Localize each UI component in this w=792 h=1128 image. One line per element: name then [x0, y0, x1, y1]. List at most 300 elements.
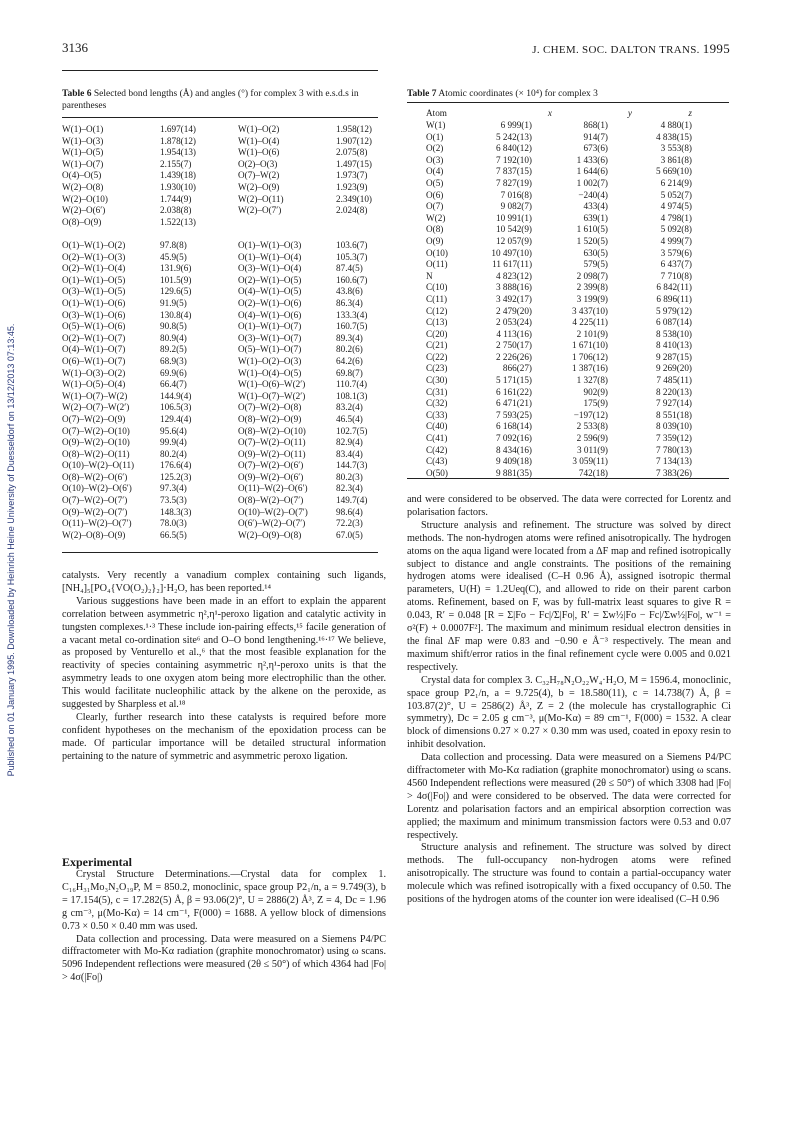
- table-cell: 5 979(12): [656, 305, 692, 316]
- table-cell: C(43): [426, 456, 448, 467]
- table-row: [62, 159, 396, 171]
- column-header: x: [547, 108, 552, 118]
- column-header: z: [688, 108, 692, 118]
- table-cell: O(4)–O(5): [62, 170, 102, 181]
- table-cell: 6 214(9): [660, 177, 692, 188]
- table6-header-rule: [62, 117, 378, 118]
- table-cell: 8 220(13): [656, 386, 692, 397]
- table-cell: C(33): [426, 409, 448, 420]
- table-cell: 4 798(1): [660, 212, 692, 223]
- table-cell: 914(7): [583, 131, 608, 142]
- table-cell: 2.155(7): [160, 158, 192, 169]
- table-cell: O(7): [426, 201, 444, 212]
- column-header: Atom: [426, 108, 447, 118]
- download-notice: [4, 230, 18, 870]
- table-cell: 2 053(24): [496, 317, 532, 328]
- table-row: [62, 298, 396, 310]
- table-cell: C(41): [426, 433, 448, 444]
- table-cell: 4 838(15): [656, 131, 692, 142]
- table-cell: 67.0(5): [336, 529, 363, 540]
- table-row: [62, 275, 396, 287]
- table-cell: 8 551(18): [656, 409, 692, 420]
- table-cell: 6 087(14): [656, 317, 692, 328]
- table-cell: 80.2(3): [336, 471, 363, 482]
- table-cell: O(8)–W(2)–O(9): [238, 413, 302, 424]
- table7-top-rule: [407, 102, 729, 103]
- table-cell: 2.038(8): [160, 205, 192, 216]
- table-cell: 125.2(3): [160, 471, 192, 482]
- table-cell: 3 059(11): [572, 456, 608, 467]
- table-row: [426, 224, 692, 236]
- table-row: [62, 147, 396, 159]
- table-cell: 133.3(4): [336, 309, 368, 320]
- table-cell: 1.973(7): [336, 170, 368, 181]
- table-cell: O(1): [426, 131, 444, 142]
- table-row: [62, 460, 396, 472]
- table-cell: O(5): [426, 177, 444, 188]
- table-cell: O(3)–W(1)–O(6): [62, 309, 126, 320]
- table-row: [426, 375, 692, 387]
- download-notice-text: Published on 01 January 1995. Downloaded by Heinrich Heine University of Duesseldorf on 13/12/2013 07:13:45.: [6, 323, 16, 777]
- paragraph-catalysts: catalysts. Very recently a vanadium complex containing such ligands, [NH₄]₅[PO₄{VO(O₂)₂}₂]·H₂O, has been reported.¹⁴: [62, 570, 386, 594]
- table-cell: 7 780(13): [656, 444, 692, 455]
- table-cell: 2 098(7): [576, 270, 608, 281]
- table-cell: 8 410(13): [656, 340, 692, 351]
- table-cell: 130.8(4): [160, 309, 192, 320]
- table-row: [426, 410, 692, 422]
- table-cell: O(8)–W(2)–O(11): [62, 448, 130, 459]
- table-cell: O(4)–W(1)–O(5): [238, 286, 302, 297]
- table-cell: O(1)–W(1)–O(6): [62, 297, 126, 308]
- table-row: [62, 472, 396, 484]
- table-cell: W(2): [426, 212, 446, 223]
- table-cell: C(13): [426, 317, 448, 328]
- table-cell: 7 092(16): [496, 433, 532, 444]
- paragraph-data-collection-3: Data collection and processing. Data were measured on a Siemens P4/PC diffractometer with Mo-Kα radiation (graphite monochromator) using ω scans. 4560 Independent reflections were measured (2θ ≤ 50°) of which 3308 had |Fo| > 4σ(|Fo|) and were considered to be observed. The data were corrected for Lorentz and polarisation factors and an empirical absorption correction was applied; the maximum and minimum transmission factors were 0.53 and 0.07 respectively.: [407, 752, 731, 841]
- table-cell: 87.4(5): [336, 263, 363, 274]
- table-cell: C(32): [426, 398, 448, 409]
- table-row: [62, 507, 396, 519]
- table-row: [426, 352, 692, 364]
- table-row: [62, 252, 396, 264]
- table-cell: 95.6(4): [160, 425, 187, 436]
- table7-bottom-rule: [407, 478, 729, 479]
- table-cell: 5 171(15): [496, 375, 532, 386]
- table-cell: 91.9(5): [160, 297, 187, 308]
- table-row: [426, 213, 692, 225]
- table-cell: O(10)–W(2)–O(6′): [62, 483, 132, 494]
- table-cell: 1 671(10): [572, 340, 608, 351]
- table-row: [62, 449, 396, 461]
- table-cell: O(7)–W(2)–O(8): [238, 402, 302, 413]
- table-row: [426, 259, 692, 271]
- table-cell: O(2)–W(1)–O(3): [62, 251, 126, 262]
- table-cell: W(1)–O(1): [62, 124, 104, 134]
- table6-caption-text: Selected bond lengths (Å) and angles (°) for complex 3 with e.s.d.s in parentheses: [62, 89, 359, 111]
- table-cell: 6 840(12): [496, 143, 532, 154]
- table-row: [426, 398, 692, 410]
- table-row: [62, 286, 396, 298]
- table-cell: 82.9(4): [336, 437, 363, 448]
- table-cell: 66.5(5): [160, 529, 187, 540]
- table-cell: O(4)–W(1)–O(6): [238, 309, 302, 320]
- table-cell: O(50): [426, 467, 448, 478]
- paragraph-data-collection-1: Data collection and processing. Data were measured on a Siemens P4/PC diffractometer with Mo-Kα radiation (graphite monochromator) using ω scans. 5096 Independent reflections were measured (2θ ≤ 50°) of which 4364 had |Fo| > 4σ(|Fo|): [62, 933, 386, 984]
- table-row: [62, 495, 396, 507]
- table-cell: 2 101(9): [576, 328, 608, 339]
- table-cell: 4 880(1): [660, 120, 692, 130]
- table-cell: O(11)–W(2)–O(7′): [62, 518, 132, 529]
- table-cell: 102.7(5): [336, 425, 368, 436]
- table6-caption: [62, 88, 382, 112]
- table-cell: W(2)–O(11): [238, 193, 284, 204]
- table-cell: 3 579(6): [660, 247, 692, 258]
- table-row: [426, 201, 692, 213]
- table-row: [62, 182, 396, 194]
- paragraph-further-research: Clearly, further research into these catalysts is required before more confident hypotheses on the mechanism of the epoxidation process can be made. Of particular importance will be detailed structural information pertaining to the nature of symmetric and asymmetric peroxo ligation.: [62, 711, 386, 762]
- table-cell: 129.6(5): [160, 286, 192, 297]
- table-cell: W(1)–O(7)–W(2): [62, 390, 128, 401]
- table-row: [426, 143, 692, 155]
- table-cell: O(7)–W(2)–O(9): [62, 413, 126, 424]
- table-row: [426, 445, 692, 457]
- table-cell: 144.9(4): [160, 390, 192, 401]
- table-cell: O(8)–W(2)–O(10): [238, 425, 306, 436]
- table-cell: O(8)–O(9): [62, 216, 102, 227]
- table-cell: O(3): [426, 154, 444, 165]
- table-row: [426, 387, 692, 399]
- table-cell: C(21): [426, 340, 448, 351]
- table-cell: W(2)–O(9): [238, 181, 280, 192]
- table-cell: 1.878(12): [160, 135, 196, 146]
- table-cell: 80.9(4): [160, 332, 187, 343]
- table-cell: C(10): [426, 282, 448, 293]
- table-row: [62, 426, 396, 438]
- table-cell: O(2)–W(1)–O(6): [238, 297, 302, 308]
- table-cell: W(2)–O(8)–O(9): [62, 529, 126, 540]
- table-cell: 105.3(7): [336, 251, 368, 262]
- table-cell: 902(9): [583, 386, 608, 397]
- table-cell: W(2)–O(6′): [62, 205, 106, 216]
- table-cell: C(20): [426, 328, 448, 339]
- table-cell: [336, 217, 396, 229]
- table-cell: 1 387(16): [572, 363, 608, 374]
- table-row: [62, 344, 396, 356]
- table-cell: 8 434(16): [496, 444, 532, 455]
- table-cell: 1 610(5): [576, 224, 608, 235]
- paragraph-observed: and were considered to be observed. The data were corrected for Lorentz and polarisation factors.: [407, 494, 731, 518]
- table-cell: O(4)–W(1)–O(7): [62, 344, 126, 355]
- table-cell: 144.7(3): [336, 460, 368, 471]
- table-cell: 7 134(13): [656, 456, 692, 467]
- table-cell: C(23): [426, 363, 448, 374]
- table-cell: O(2): [426, 143, 444, 154]
- table-row: [426, 155, 692, 167]
- table-cell: O(3)–W(1)–O(7): [238, 332, 302, 343]
- table-cell: 1.497(15): [336, 158, 372, 169]
- table7-caption-text: Atomic coordinates (× 10⁴) for complex 3: [438, 89, 598, 99]
- table-cell: 8 039(10): [656, 421, 692, 432]
- table-cell: W(2)–O(7′): [238, 205, 282, 216]
- table-cell: W(1)–O(5)–O(4): [62, 379, 126, 390]
- table-cell: 9 409(18): [496, 456, 532, 467]
- table-cell: W(2)–O(7)–W(2′): [62, 402, 130, 413]
- table-row: [426, 433, 692, 445]
- table-cell: 1.522(13): [160, 216, 196, 227]
- table-cell: O(7)–W(2)–O(6′): [238, 460, 304, 471]
- table-cell: 1.439(18): [160, 170, 196, 181]
- table-row: [426, 178, 692, 190]
- table-cell: 433(4): [583, 201, 608, 212]
- table-cell: 80.2(6): [336, 344, 363, 355]
- table-cell: W(1)–O(7)–W(2′): [238, 390, 306, 401]
- table-row: [426, 271, 692, 283]
- table-cell: 3 437(10): [572, 305, 608, 316]
- table-cell: 89.3(4): [336, 332, 363, 343]
- table-cell: 97.3(4): [160, 483, 187, 494]
- left-column-text: [62, 570, 386, 764]
- table-cell: W(1)–O(2): [238, 124, 280, 134]
- table-cell: 9 269(20): [656, 363, 692, 374]
- table-cell: 6 168(14): [496, 421, 532, 432]
- table-cell: 868(1): [583, 120, 608, 130]
- table-row: [426, 294, 692, 306]
- table-cell: 11 617(11): [492, 259, 532, 270]
- table-cell: O(1)–W(1)–O(4): [238, 251, 302, 262]
- table-row: [426, 317, 692, 329]
- table-cell: N: [426, 270, 433, 281]
- table-row: [62, 437, 396, 449]
- table-cell: 12 057(9): [496, 235, 532, 246]
- experimental-text: [62, 869, 386, 985]
- table-cell: W(1)–O(6): [238, 147, 280, 158]
- table-row: [62, 356, 396, 368]
- table-cell: O(5)–W(1)–O(6): [62, 321, 126, 332]
- table-row: [62, 530, 396, 542]
- table-cell: 673(6): [583, 143, 608, 154]
- table-row: [426, 120, 692, 132]
- table-cell: 2 226(26): [496, 351, 532, 362]
- table-cell: 3 011(9): [576, 444, 608, 455]
- table-cell: 7 837(15): [496, 166, 532, 177]
- right-column-text: [407, 494, 731, 907]
- paragraph-crystal-data-1: Crystal Structure Determinations.—Crystal data for complex 1. C₁₆H₃₁Mo₃N₂O₁₉P, M = 850.2, monoclinic, space group P2₁/n, a = 9.749(3), b = 17.154(5), c = 17.282(5) Å, β = 93.06(2)°, U = 2886(2) Å³, Z = 4, Dc = 1.96 g cm⁻³, μ(Mo-Kα) = 14 cm⁻¹, F(000) = 1688. A yellow block of dimensions 0.73 × 0.50 × 0.40 mm was used.: [62, 869, 386, 932]
- table-cell: 103.6(7): [336, 240, 368, 250]
- table-cell: 83.2(4): [336, 402, 363, 413]
- table-cell: O(8)–W(2)–O(7′): [238, 495, 304, 506]
- table-cell: O(6): [426, 189, 444, 200]
- table-cell: 68.9(3): [160, 355, 187, 366]
- table-row: [426, 132, 692, 144]
- table-cell: 5 669(10): [656, 166, 692, 177]
- table-row: [62, 310, 396, 322]
- table-cell: O(2)–W(1)–O(5): [238, 274, 302, 285]
- table-cell: 83.4(4): [336, 448, 363, 459]
- table-cell: C(22): [426, 351, 448, 362]
- table-cell: O(11)–W(2)–O(6′): [238, 483, 308, 494]
- table-cell: 5 052(7): [660, 189, 692, 200]
- table-cell: 80.2(4): [160, 448, 187, 459]
- table-row: [62, 124, 396, 136]
- table-cell: 86.3(4): [336, 297, 363, 308]
- table-cell: C(12): [426, 305, 448, 316]
- table-cell: W(2)–O(9)–O(8): [238, 529, 302, 540]
- table-cell: 3 861(8): [660, 154, 692, 165]
- table-row: [62, 414, 396, 426]
- table-cell: 176.6(4): [160, 460, 192, 471]
- table-cell: O(2)–W(1)–O(7): [62, 332, 126, 343]
- table-cell: O(11): [426, 259, 448, 270]
- table-cell: 2.349(10): [336, 193, 372, 204]
- table-cell: 7 827(19): [496, 177, 532, 188]
- table-row: [62, 205, 396, 217]
- journal-name: J. CHEM. SOC. DALTON TRANS.: [532, 44, 700, 56]
- table-cell: O(4): [426, 166, 444, 177]
- table-cell: 175(9): [583, 398, 608, 409]
- table-cell: O(10)–W(2)–O(11): [62, 460, 135, 471]
- table6-bond-lengths: [62, 124, 396, 228]
- table-cell: W(1)–O(6)–W(2′): [238, 379, 306, 390]
- table6-bond-angles: [62, 240, 396, 541]
- table-cell: C(40): [426, 421, 448, 432]
- column-header: y: [627, 108, 632, 118]
- page-number: 3136: [62, 40, 88, 55]
- table-cell: 160.6(7): [336, 274, 368, 285]
- table-cell: O(10): [426, 247, 448, 258]
- table-cell: 742(18): [578, 467, 608, 478]
- table-row: [62, 368, 396, 380]
- table-cell: 45.9(5): [160, 251, 187, 262]
- table-row: [62, 263, 396, 275]
- table-row: [426, 421, 692, 433]
- table-row: [62, 402, 396, 414]
- table-cell: 4 823(12): [496, 270, 532, 281]
- table-cell: 6 842(11): [656, 282, 692, 293]
- table-cell: O(3)–W(1)–O(5): [62, 286, 126, 297]
- table-cell: 866(27): [502, 363, 532, 374]
- table-cell: 9 881(35): [496, 467, 532, 478]
- table-cell: 73.5(3): [160, 495, 187, 506]
- table-cell: O(9)–W(2)–O(11): [238, 448, 306, 459]
- table-row: [62, 518, 396, 530]
- table6-caption-label: Table 6: [62, 89, 92, 99]
- table-cell: 7 192(10): [496, 154, 532, 165]
- table-cell: 2.075(8): [336, 147, 368, 158]
- table-cell: 8 538(10): [656, 328, 692, 339]
- table-cell: 1 520(5): [576, 235, 608, 246]
- table-row: [62, 483, 396, 495]
- table-cell: 2.024(8): [336, 205, 368, 216]
- table-cell: C(30): [426, 375, 448, 386]
- table-cell: C(42): [426, 444, 448, 455]
- table-cell: 89.2(5): [160, 344, 187, 355]
- table-cell: W(1)–O(5): [62, 147, 104, 158]
- table-cell: 9 082(7): [500, 201, 532, 212]
- table-cell: W(2)–O(10): [62, 193, 108, 204]
- table-cell: 99.9(4): [160, 437, 187, 448]
- table-cell: 630(5): [583, 247, 608, 258]
- table-cell: 3 199(9): [576, 293, 608, 304]
- table-row: [426, 329, 692, 341]
- table-cell: 639(1): [583, 212, 608, 223]
- paragraph-crystal-data-3: Crystal data for complex 3. C₃₂H₇₈N₂O₂₂W₄·H₂O, M = 1596.4, monoclinic, space group P2₁/n, a = 9.725(4), b = 18.580(11), c = 14.738(7) Å, β = 103.87(2)°, U = 2586(2) Å³, Z = 2 (the molecule has crystallographic Ci symmetry), Dc = 2.05 g cm⁻³, μ(Mo-Kα) = 89 cm⁻¹, F(000) = 1532. A clear block of dimensions 0.27 × 0.27 × 0.30 mm was used, coated in epoxy resin to inhibit desolvation.: [407, 674, 731, 751]
- table-cell: 6 471(21): [496, 398, 532, 409]
- table-cell: O(1)–W(1)–O(7): [238, 321, 302, 332]
- table-cell: 5 242(13): [496, 131, 532, 142]
- table-row: [426, 166, 692, 178]
- table-cell: O(8)–W(2)–O(6′): [62, 471, 128, 482]
- table-cell: O(2)–W(1)–O(4): [62, 263, 126, 274]
- table-cell: 1.954(13): [160, 147, 196, 158]
- table-cell: 72.2(3): [336, 518, 363, 529]
- table-cell: 3 492(17): [496, 293, 532, 304]
- table-cell: 1.923(9): [336, 181, 368, 192]
- table-row: [426, 340, 692, 352]
- table-cell: C(11): [426, 293, 448, 304]
- table-cell: 129.4(4): [160, 413, 192, 424]
- table-cell: O(9)–W(2)–O(7′): [62, 506, 128, 517]
- table-cell: 3 888(16): [496, 282, 532, 293]
- table-row: [426, 236, 692, 248]
- table-cell: W(1): [426, 120, 446, 130]
- table-cell: 1.697(14): [160, 124, 196, 134]
- table-row: [62, 379, 396, 391]
- table-cell: 1 706(12): [572, 351, 608, 362]
- table-row: [62, 194, 396, 206]
- table-cell: O(7)–W(2)–O(10): [62, 425, 130, 436]
- table-cell: 2 399(8): [576, 282, 608, 293]
- table-cell: 82.3(4): [336, 483, 363, 494]
- table-row: [62, 240, 396, 252]
- table-cell: 66.4(7): [160, 379, 187, 390]
- paragraph-suggestions: Various suggestions have been made in an effort to explain the apparent correlation between asymmetric η²,η¹-peroxo ligation and catalytic activity in tungsten complexes.¹·³ These include ion-pairing effects,¹⁵ facile generation of a vacant metal co-ordination site⁶ and O–O bond lengthening.¹⁶·¹⁷ We believe, as proposed by Venturello et al.,⁶ that the most feasible explanation for the reactivity of species containing asymmetric η²,η¹-peroxo units is that the asymmetry leads to one oxygen atom being more electrophilic than the other. This would facilitate nucleophilic attack by the alkene on the peroxide, as suggested by Sharpless et al.¹⁸: [62, 595, 386, 711]
- table-cell: 7 383(26): [656, 467, 692, 478]
- table-cell: O(7)–W(2): [238, 170, 280, 181]
- table-cell: C(31): [426, 386, 448, 397]
- table-cell: 69.9(6): [160, 367, 187, 378]
- table-cell: W(1)–O(4)–O(5): [238, 367, 302, 378]
- table-cell: O(7)–W(2)–O(11): [238, 437, 306, 448]
- table-row: [426, 190, 692, 202]
- table-cell: 579(5): [583, 259, 608, 270]
- table-cell: W(2)–O(8): [62, 181, 104, 192]
- table-cell: O(3)–W(1)–O(4): [238, 263, 302, 274]
- table-cell: O(2)–O(3): [238, 158, 278, 169]
- table-cell: 2 533(8): [576, 421, 608, 432]
- table-cell: 4 974(5): [660, 201, 692, 212]
- journal-header: [532, 41, 730, 57]
- journal-year: 1995: [702, 41, 730, 56]
- table-cell: O(10)–W(2)–O(7′): [238, 506, 308, 517]
- table-row: [426, 363, 692, 375]
- table-cell: 7 927(14): [656, 398, 692, 409]
- table6-bottom-rule: [62, 552, 378, 553]
- table-cell: W(1)–O(4): [238, 135, 280, 146]
- table-row: [62, 321, 396, 333]
- table-cell: 43.8(6): [336, 286, 363, 297]
- table-cell: [238, 217, 336, 229]
- table-row: [62, 170, 396, 182]
- table-cell: 1 644(6): [576, 166, 608, 177]
- table-cell: 1 327(8): [576, 375, 608, 386]
- table6-top-rule: [62, 70, 378, 71]
- table-cell: 110.7(4): [336, 379, 368, 390]
- table-row: [426, 248, 692, 260]
- table-cell: 2 596(9): [576, 433, 608, 444]
- table-cell: 4 225(11): [572, 317, 608, 328]
- table-cell: 1 002(7): [576, 177, 608, 188]
- table-cell: 9 287(15): [656, 351, 692, 362]
